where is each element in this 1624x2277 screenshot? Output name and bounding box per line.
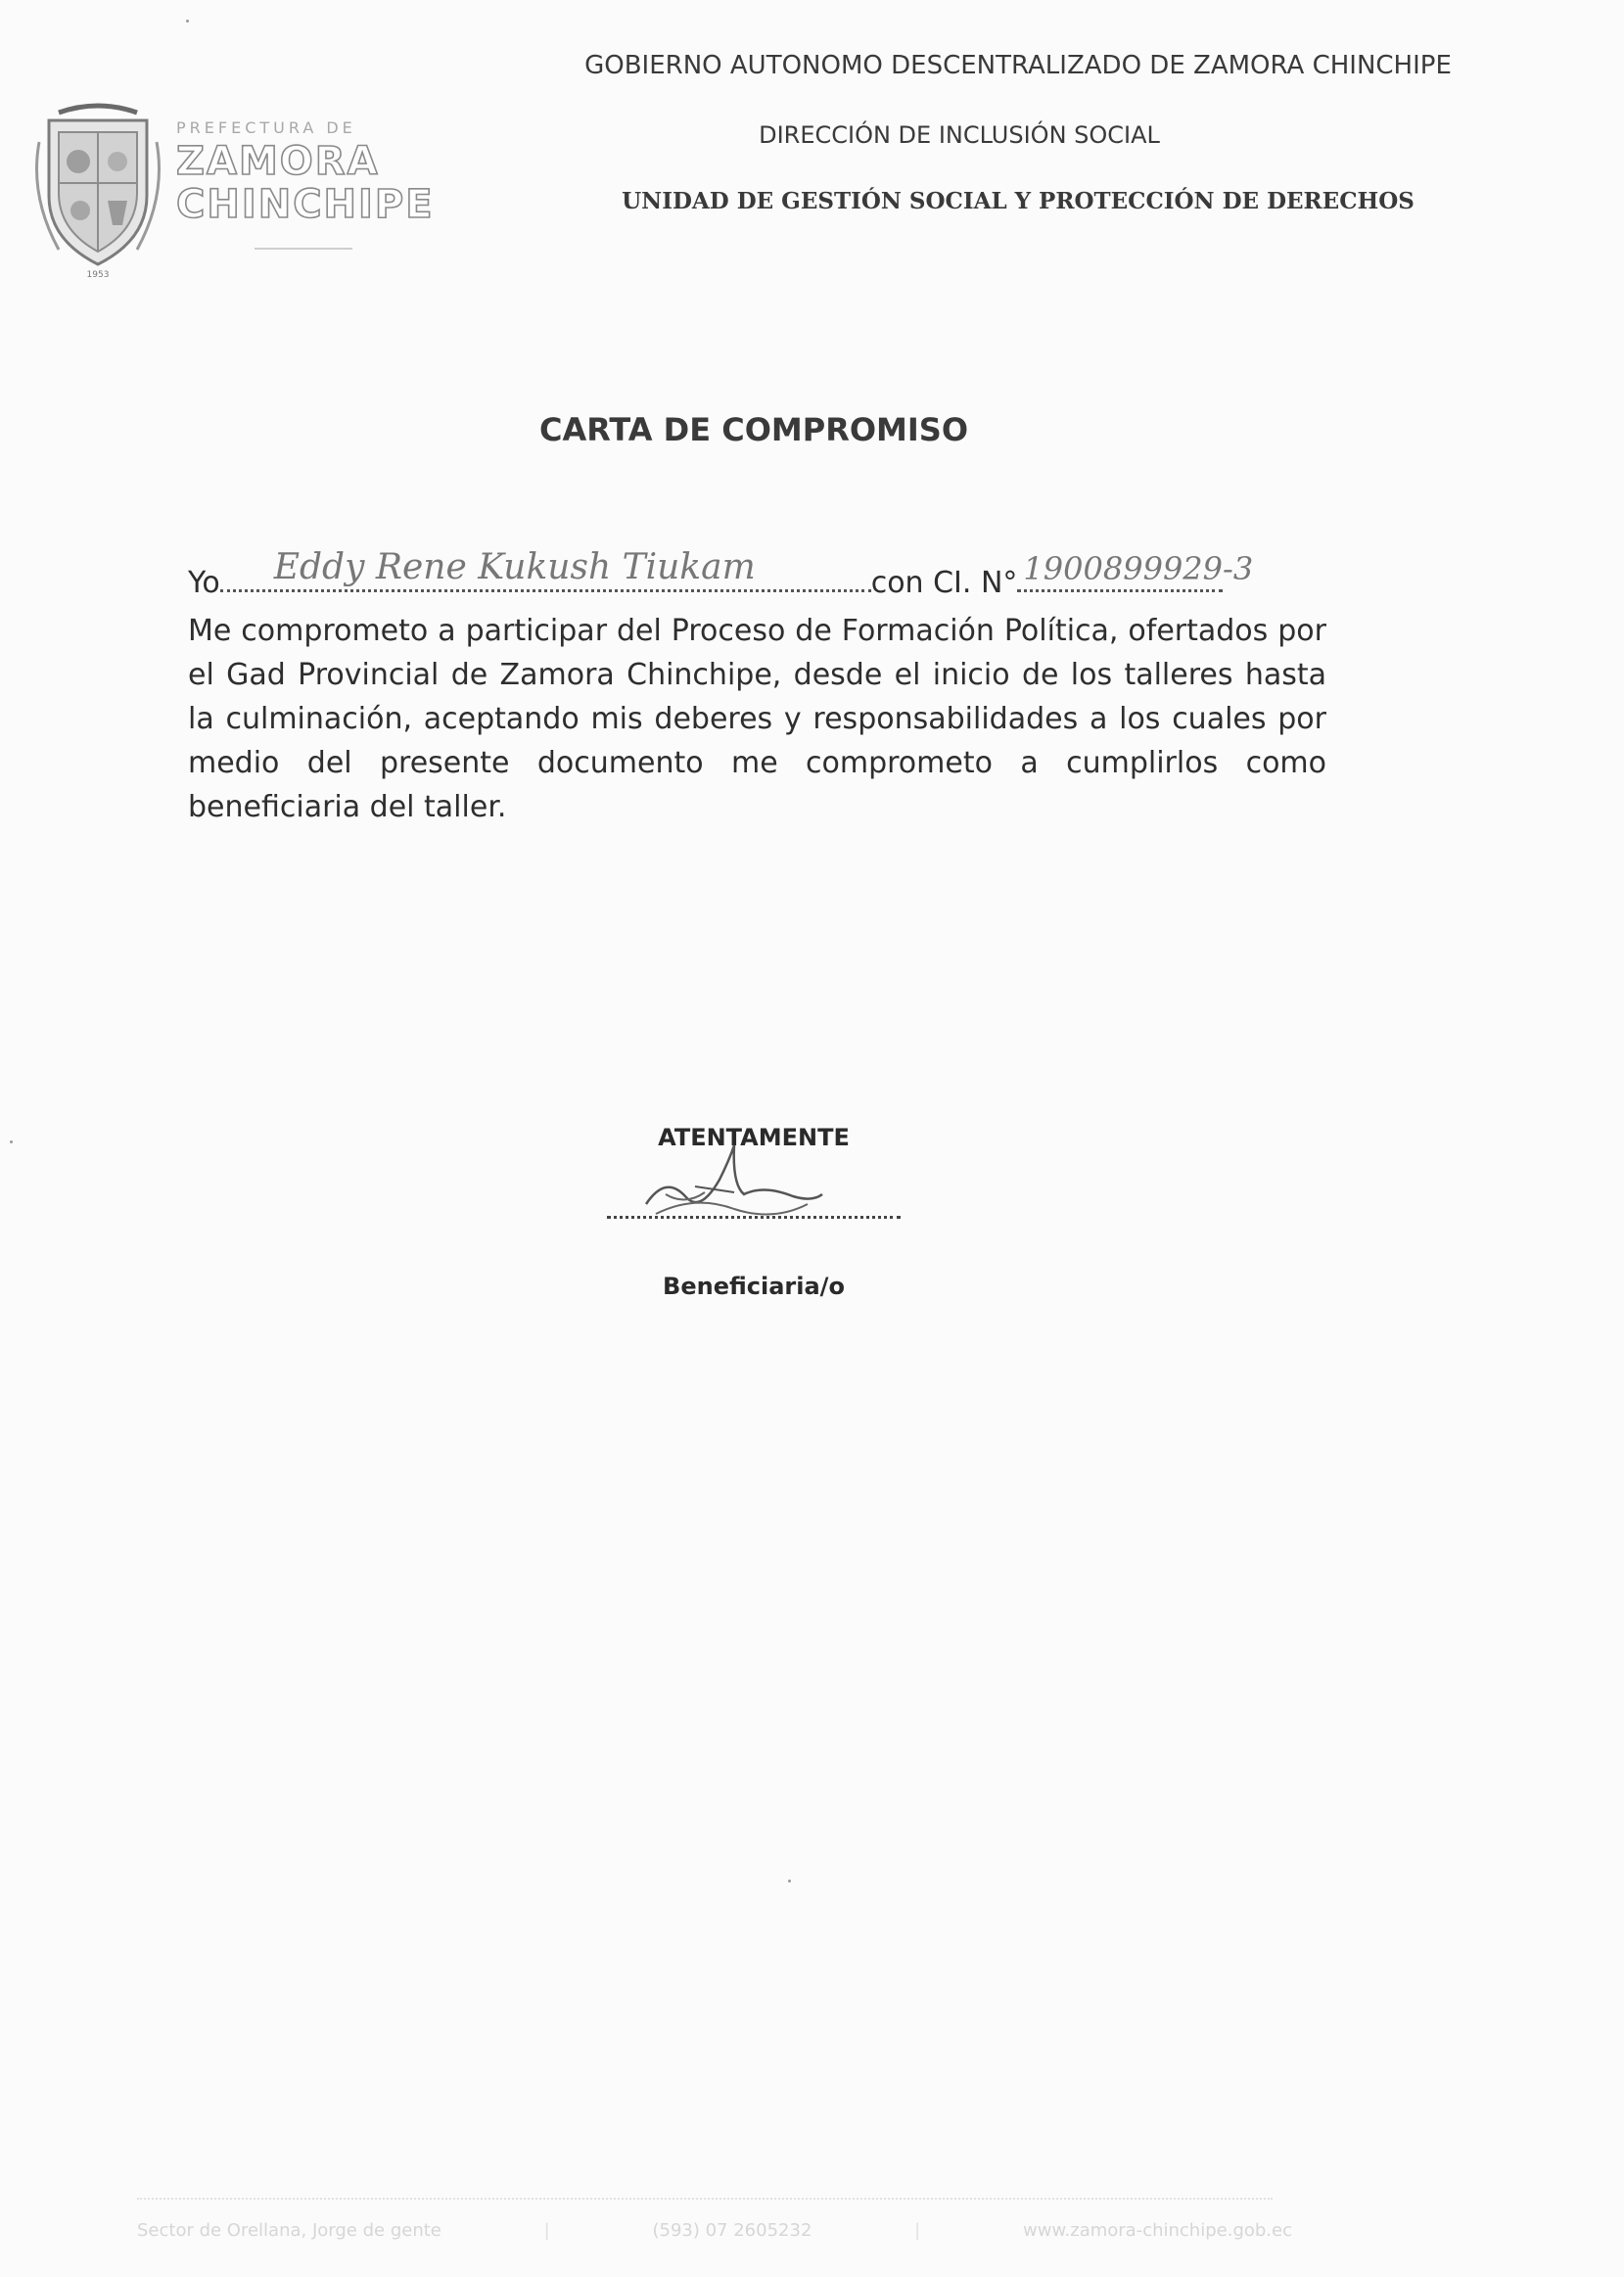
- commitment-paragraph: Me comprometo a participar del Proceso de Formación Política, ofertados por el Gad Provincial de Zamora Chinchipe, desde el inicio de los talleres hasta la culminación, aceptando mis deberes y responsabilidades a los cuales por medio del presente documento me comprometo a cumplirlos como beneficiaria del taller.: [188, 614, 1326, 824]
- handwritten-signature: [626, 1136, 832, 1233]
- organization-title: GOBIERNO AUTONOMO DESCENTRALIZADO DE ZAMORA CHINCHIPE: [584, 51, 1452, 80]
- footer-address: Sector de Orellana, Jorge de gente: [137, 2220, 441, 2241]
- prefecture-logo: [29, 103, 435, 279]
- scan-speck: [788, 1880, 791, 1882]
- logo-wordmark: [176, 118, 435, 227]
- shield-seal-icon: [29, 103, 166, 279]
- footer-website: www.zamora-chinchipe.gob.ec: [1023, 2220, 1292, 2241]
- handwritten-ci: 1900899929-3: [1023, 550, 1254, 587]
- ci-field: [1017, 550, 1254, 592]
- logo-line-2: CHINCHIPE: [176, 182, 435, 227]
- signature-line: [607, 1216, 901, 1219]
- footer-separator: |: [543, 2220, 550, 2241]
- logo-small-text: PREFECTURA DE: [176, 118, 356, 137]
- scan-speck: [186, 20, 189, 23]
- logo-line-1: ZAMORA: [176, 139, 380, 184]
- closing-text: ATENTAMENTE: [658, 1124, 850, 1151]
- name-line: [188, 547, 1363, 600]
- scan-speck: [10, 1140, 13, 1143]
- footer-separator: |: [914, 2220, 921, 2241]
- yo-label: Yo: [188, 566, 220, 600]
- svg-text:1953: 1953: [86, 270, 110, 279]
- footer-rule: [137, 2198, 1273, 2200]
- unit-title: UNIDAD DE GESTIÓN SOCIAL Y PROTECCIÓN DE DERECHOS: [622, 188, 1415, 214]
- name-field: [220, 547, 871, 592]
- handwritten-name: Eddy Rene Kukush Tiukam: [273, 547, 756, 587]
- logo-underline: [255, 248, 352, 250]
- footer-phone: (593) 07 2605232: [652, 2220, 812, 2241]
- signer-role: Beneficiaria/o: [663, 1273, 845, 1300]
- ci-label: con CI. N°: [870, 566, 1018, 600]
- direction-title: DIRECCIÓN DE INCLUSIÓN SOCIAL: [759, 121, 1160, 149]
- document-title: CARTA DE COMPROMISO: [538, 411, 969, 448]
- footer: [137, 2220, 1292, 2241]
